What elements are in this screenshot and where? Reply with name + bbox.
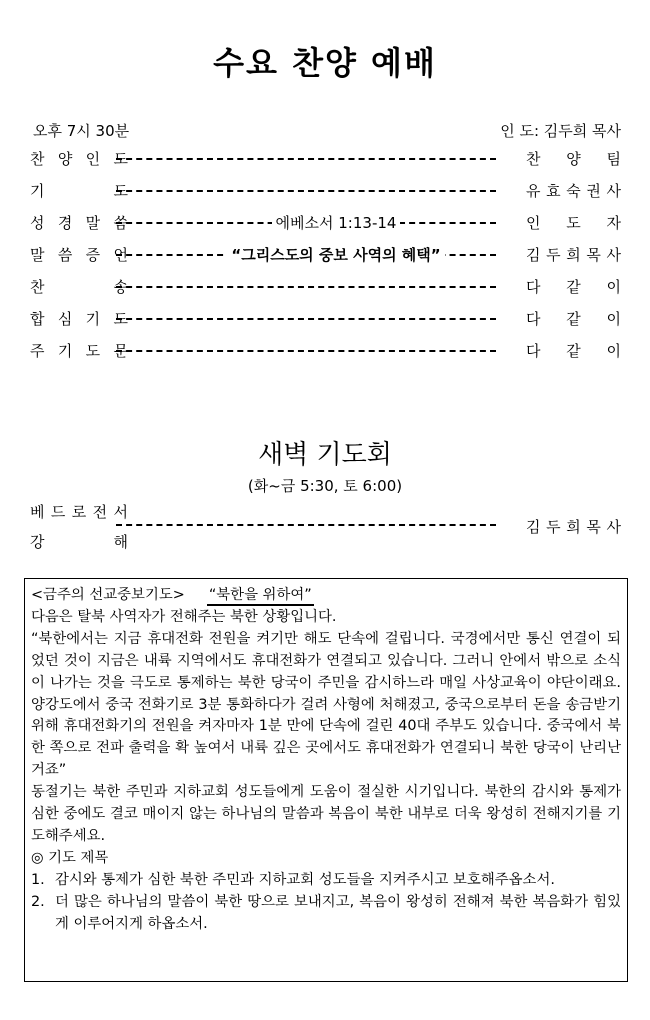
order-item-label-char: 양 (57, 149, 73, 168)
mission-prayer-box (24, 578, 628, 982)
order-item-label-char: 찬 (30, 149, 45, 168)
dawn-sermon-label-char: 전 (92, 503, 108, 521)
order-item-label-char: 경 (57, 213, 73, 232)
order-row (30, 306, 621, 330)
order-item-person-char: 찬 (526, 149, 541, 168)
order-item-label (30, 180, 128, 201)
order-item-label-char: 문 (113, 341, 128, 360)
order-row (30, 210, 621, 234)
dawn-sermon-label-char: 로 (71, 503, 87, 521)
prayer-item (31, 892, 621, 936)
page-title: 수요 찬양 예배 (213, 44, 437, 82)
order-row (30, 274, 621, 298)
order-item-person-char: 숙 (566, 181, 581, 200)
service-time: 오후 7시 30분 (33, 122, 130, 140)
order-item-person (526, 244, 621, 265)
dawn-prayer-time: (화~금 5:30, 토 6:00) (247, 477, 403, 495)
order-item-label (30, 148, 128, 169)
order-item-person-char: 같 (566, 309, 581, 328)
prayer-topics-title: ◎ 기도 제목 (31, 849, 109, 866)
dawn-preacher-char: 희 (566, 517, 581, 536)
order-item-person (526, 212, 621, 233)
order-row (30, 242, 621, 266)
order-item-label-char: 말 (30, 245, 45, 264)
order-item-detail-area (146, 242, 526, 266)
mission-topic: “북한을 위하여” (207, 586, 314, 606)
order-item-label-char: 도 (85, 341, 101, 360)
order-item-person-char: 다 (526, 277, 541, 296)
dawn-sermon-label-char: 서 (113, 503, 128, 521)
service-leader: 인 도: 김두희 목사 (500, 122, 621, 140)
order-row (30, 178, 621, 202)
order-item-person-char: 두 (546, 245, 561, 264)
order-item-person (526, 308, 621, 329)
order-item-label-char: 기 (57, 341, 73, 360)
prayer-item (31, 870, 621, 892)
order-item-detail: “그리스도의 중보 사역의 혜택” (227, 244, 444, 265)
order-item-label-char: 씀 (113, 213, 128, 232)
mission-heading: <금주의 선교중보기도> (31, 587, 185, 603)
dawn-row (30, 514, 621, 538)
order-item-person-char: 이 (606, 309, 621, 328)
dawn-preacher-char: 목 (586, 517, 601, 536)
dawn-sermon-label-char: 강 (30, 533, 45, 551)
mission-heading-row (31, 585, 621, 607)
order-item-person-char: 팀 (606, 149, 621, 168)
order-item-detail-area (146, 210, 526, 234)
order-item-label-char: 도 (113, 181, 128, 200)
prayer-item-number: 2. (31, 893, 45, 910)
order-item-person (526, 276, 621, 297)
order-item-detail: 에베소서 1:13-14 (272, 212, 401, 233)
order-item-person (526, 148, 621, 169)
dawn-sermon-label-char: 드 (50, 503, 66, 521)
order-item-label-char: 언 (113, 245, 128, 264)
order-item-person-char: 희 (566, 245, 581, 264)
dawn-sermon-label-char: 베 (30, 503, 45, 521)
order-item-person-char: 이 (606, 277, 621, 296)
dawn-preacher-char: 두 (546, 517, 561, 536)
dawn-preacher-char: 김 (526, 517, 541, 536)
order-item-label-char: 씀 (57, 245, 73, 264)
order-item-person-char: 목 (586, 245, 601, 264)
order-item-person (526, 180, 621, 201)
dawn-preacher-char: 사 (606, 517, 621, 536)
order-item-person-char: 도 (566, 213, 581, 232)
order-item-person-char: 유 (526, 181, 541, 200)
order-item-person-char: 인 (526, 213, 541, 232)
mission-quote: “북한에서는 지금 휴대전화 전원을 켜기만 해도 단속에 걸립니다. 국경에서만 통신 연결이 되었던 것이 지금은 내륙 지역에서도 휴대전화가 연결되고 있습니다. 그러니 안에서 밖으로 소식이 나가는 것을 극도로 통제하는 북한 당국이 주민을 감시하느라 매일 사상교육이 야단이래요. 양강도에서 중국 전화기로 3분 통화하다가 걸려 사형에 처해졌고, 중국으로부터 돈을 송금받기 위해 휴대전화기의 전원을 켜자마자 1분 만에 단속에 걸린 40대 주부도 있습니다. 중국에서 북한 쪽으로 전파 출력을 확 높여서 내륙 깊은 곳에서도 휴대전화가 연결되니 북한 당국이 난리난 거죠” (31, 630, 621, 779)
order-item-person-char: 권 (586, 181, 601, 200)
order-item-person-char: 같 (566, 277, 581, 296)
prayer-item-text: 더 많은 하나님의 말씀이 북한 땅으로 보내지고, 복음이 왕성히 전해져 북한 복음화가 힘있게 이루어지게 하옵소서. (55, 893, 621, 932)
order-item-label-char: 성 (30, 213, 45, 232)
order-item-person-char: 사 (606, 181, 621, 200)
order-item-label (30, 308, 128, 329)
order-item-person-char: 자 (606, 213, 621, 232)
order-item-person-char: 이 (606, 341, 621, 360)
order-item-label-char: 도 (113, 309, 128, 328)
dawn-prayer-title: 새벽 기도회 (258, 440, 392, 470)
order-item-label-char: 증 (85, 245, 101, 264)
order-item-person-char: 같 (566, 341, 581, 360)
order-item-label-char: 말 (85, 213, 101, 232)
order-item-label-char: 송 (113, 277, 128, 296)
order-item-label (30, 244, 128, 265)
order-item-label (30, 212, 128, 233)
mission-body: 동절기는 북한 주민과 지하교회 성도들에게 도움이 절실한 시기입니다. 북한의 감시와 통제가 심한 중에도 결코 매이지 않는 하나님의 말씀과 복음이 북한 내부로 더욱 왕성히 전해지기를 기도해주세요. (31, 784, 621, 844)
order-item-label-char: 도 (113, 149, 128, 168)
order-item-label-char: 합 (30, 309, 45, 328)
order-row (30, 146, 621, 170)
order-item-label-char: 인 (85, 149, 101, 168)
order-item-label-char: 주 (30, 341, 45, 360)
prayer-item-number: 1. (31, 871, 45, 888)
order-item-label-char: 찬 (30, 277, 45, 296)
mission-intro: 다음은 탈북 사역자가 전해주는 북한 상황입니다. (31, 608, 337, 625)
order-item-label (30, 340, 128, 361)
order-item-label-char: 심 (57, 309, 73, 328)
order-item-person-char: 김 (526, 245, 541, 264)
order-item-label-char: 기 (30, 181, 45, 200)
prayer-item-text: 감시와 통제가 심한 북한 주민과 지하교회 성도들을 지켜주시고 보호해주옵소서. (55, 871, 555, 888)
order-item-person-char: 효 (546, 181, 561, 200)
order-item-person-char: 사 (606, 245, 621, 264)
order-item-person-char: 양 (566, 149, 581, 168)
order-item-label-char: 기 (85, 309, 101, 328)
order-item-label (30, 276, 128, 297)
dawn-sermon-label-char: 해 (113, 533, 128, 551)
service-info-row (33, 120, 621, 141)
order-item-person-char: 다 (526, 309, 541, 328)
dawn-preacher (526, 516, 621, 537)
order-item-person-char: 다 (526, 341, 541, 360)
order-item-person (526, 340, 621, 361)
order-row (30, 338, 621, 362)
